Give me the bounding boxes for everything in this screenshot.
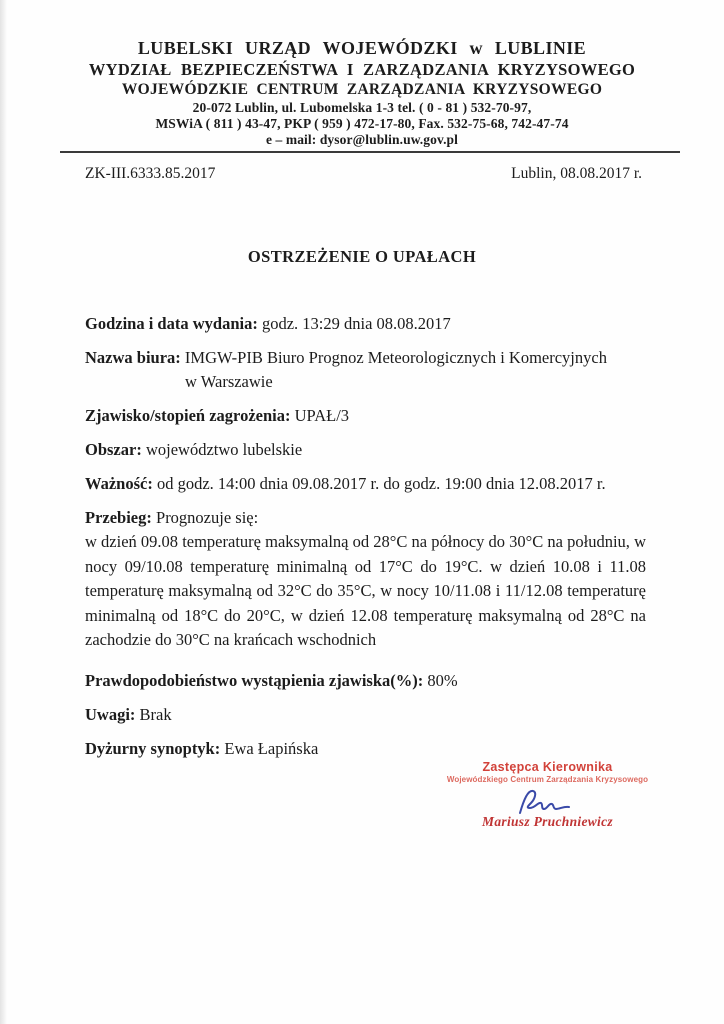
field-probability xyxy=(85,671,646,691)
field-validity-label: Ważność: xyxy=(85,474,153,493)
field-issued xyxy=(85,314,646,334)
org-department: WYDZIAŁ BEZPIECZEŃSTWA I ZARZĄDZANIA KRYZYSOWEGO xyxy=(88,60,636,79)
field-issued-value: godz. 13:29 dnia 08.08.2017 xyxy=(261,314,451,333)
org-name: LUBELSKI URZĄD WOJEWÓDZKI w LUBLINIE xyxy=(137,38,587,58)
field-synoptic-label: Dyżurny synoptyk: xyxy=(85,738,221,758)
signature-block xyxy=(440,760,655,830)
reference-number: ZK-III.6333.85.2017 xyxy=(85,165,216,182)
field-remarks-label: Uwagi: xyxy=(85,704,136,724)
field-course-paragraph: w dzień 09.08 temperaturę maksymalną od 28°C na północy do 30°C na południu, w nocy 09/10.08 temperaturę minimalną od 17°C do 19°C. w dzień 10.08 i 11.08 temperaturę maksymalną od 32°C do 35°C, w nocy 10/11.08 i 11/12.08 temperaturę minimalną od 18°C do 20°C, w dzień 12.08 temperaturę maksymalną od 28°C na zachodzie do 30°C na krańcach wschodnich xyxy=(85,532,646,649)
field-synoptic xyxy=(85,739,646,759)
field-remarks-value: Brak xyxy=(139,704,172,724)
field-remarks xyxy=(85,705,646,725)
field-area-value: województwo lubelskie xyxy=(145,440,303,459)
org-email: e – mail: dysor@lublin.uw.gov.pl xyxy=(265,132,459,147)
reference-row xyxy=(85,165,642,183)
signer-role-line2: Wojewódzkiego Centrum Zarządzania Kryzysowego xyxy=(446,775,649,784)
field-course-label: Przebieg: xyxy=(85,508,152,527)
letterhead-divider xyxy=(60,151,680,153)
document-title: OSTRZEŻENIE O UPAŁACH xyxy=(247,247,477,266)
letterhead xyxy=(0,0,724,153)
field-phenomenon xyxy=(85,406,646,426)
field-office-label: Nazwa biura: xyxy=(85,348,181,367)
field-probability-value: 80% xyxy=(427,670,458,690)
field-validity-value: od godz. 14:00 dnia 09.08.2017 r. do godz. 19:00 dnia 12.08.2017 r. xyxy=(156,474,606,493)
field-office-value-line2: w Warszawie xyxy=(185,372,273,391)
field-issued-label: Godzina i data wydania: xyxy=(85,314,258,333)
field-course-value: Prognozuje się: xyxy=(156,508,259,527)
handwritten-signature-icon xyxy=(512,787,584,817)
field-area xyxy=(85,440,646,460)
document-body xyxy=(85,314,646,759)
field-course xyxy=(85,508,646,653)
org-phones: MSWiA ( 811 ) 43-47, PKP ( 959 ) 472-17-80, Fax. 532-75-68, 742-47-74 xyxy=(155,116,569,131)
field-validity xyxy=(85,474,646,494)
field-phenomenon-label: Zjawisko/stopień zagrożenia: xyxy=(85,406,291,425)
field-office-value: IMGW-PIB Biuro Prognoz Meteorologicznych i Komercyjnych xyxy=(184,348,607,367)
field-probability-label: Prawdopodobieństwo wystąpienia zjawiska(%): xyxy=(85,670,424,690)
field-office xyxy=(85,348,646,392)
field-phenomenon-value: UPAŁ/3 xyxy=(294,406,350,425)
signer-name: Mariusz Pruchniewicz xyxy=(482,814,613,829)
field-synoptic-value: Ewa Łapińska xyxy=(224,738,319,758)
signer-role-line1: Zastępca Kierownika xyxy=(482,760,613,774)
field-area-label: Obszar: xyxy=(85,440,142,459)
place-and-date: Lublin, 08.08.2017 r. xyxy=(511,165,642,182)
org-address: 20-072 Lublin, ul. Lubomelska 1-3 tel. ( 0 - 81 ) 532-70-97, xyxy=(192,100,532,115)
org-center: WOJEWÓDZKIE CENTRUM ZARZĄDZANIA KRYZYSOWEGO xyxy=(121,81,603,98)
